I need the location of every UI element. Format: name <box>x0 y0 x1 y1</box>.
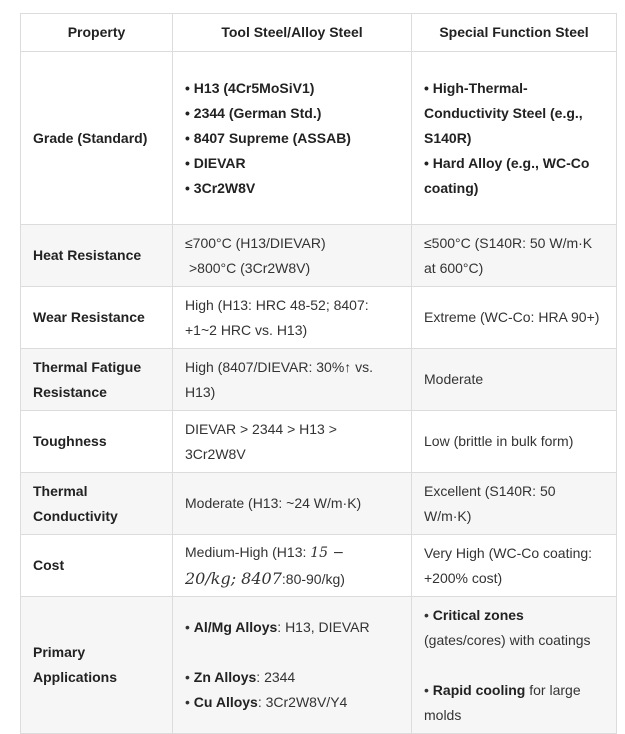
table-row <box>21 287 617 349</box>
list-item: • 2344 (German Std.) <box>185 104 322 121</box>
header-property: Property <box>21 14 173 52</box>
cell-toughness-special: Low (brittle in bulk form) <box>412 411 617 473</box>
cell-applications-special <box>412 597 617 734</box>
cell-conductivity-tool: Moderate (H13: ~24 W/m·K) <box>173 473 412 535</box>
list-item: • Al/Mg Alloys: H13, DIEVAR <box>185 619 370 635</box>
cost-math-2: 20/kg; 8407 <box>185 568 282 588</box>
list-item: • 8407 Supreme (ASSAB) <box>185 129 351 146</box>
row-label-heat: Heat Resistance <box>21 225 173 287</box>
list-item: • Rapid cooling for large molds <box>424 681 581 723</box>
list-item: • Cu Alloys: 3Cr2W8V/Y4 <box>185 694 348 710</box>
table-row <box>21 473 617 535</box>
header-special-steel: Special Function Steel <box>412 14 617 52</box>
heat-tool-line-2: >800°C (3Cr2W8V) <box>189 259 311 276</box>
heat-tool-line-1: ≤700°C (H13/DIEVAR) <box>185 234 326 251</box>
cell-fatigue-special: Moderate <box>412 349 617 411</box>
cost-math-1: 15 − <box>310 544 345 561</box>
row-label-applications: Primary Applications <box>21 597 173 734</box>
cost-suffix: :80-90/kg) <box>281 570 345 587</box>
cell-toughness-tool: DIEVAR > 2344 > H13 > 3Cr2W8V <box>173 411 412 473</box>
row-label-wear: Wear Resistance <box>21 287 173 349</box>
table-row <box>21 349 617 411</box>
row-label-toughness: Toughness <box>21 411 173 473</box>
table-row <box>21 52 617 225</box>
row-label-fatigue: Thermal Fatigue Resistance <box>21 349 173 411</box>
cell-wear-tool: High (H13: HRC 48-52; 8407: +1~2 HRC vs. H13) <box>173 287 412 349</box>
row-label-cost: Cost <box>21 535 173 597</box>
list-item: • Critical zones (gates/cores) with coatings <box>424 606 591 648</box>
list-item: • H13 (4Cr5MoSiV1) <box>185 79 315 96</box>
header-tool-steel: Tool Steel/Alloy Steel <box>173 14 412 52</box>
cell-fatigue-tool: High (8407/DIEVAR: 30%↑ vs. H13) <box>173 349 412 411</box>
cell-wear-special: Extreme (WC-Co: HRA 90+) <box>412 287 617 349</box>
row-label-conductivity: Thermal Conductivity <box>21 473 173 535</box>
table-row <box>21 535 617 597</box>
comparison-table <box>20 13 617 734</box>
list-item: • High-Thermal-Conductivity Steel (e.g., S140R) <box>424 79 583 146</box>
table-row <box>21 225 617 287</box>
cell-heat-special: ≤500°C (S140R: 50 W/m·K at 600°C) <box>412 225 617 287</box>
cell-cost-special: Very High (WC-Co coating: +200% cost) <box>412 535 617 597</box>
cell-heat-tool <box>173 225 412 287</box>
row-label-grade: Grade (Standard) <box>21 52 173 225</box>
cell-conductivity-special: Excellent (S140R: 50 W/m·K) <box>412 473 617 535</box>
header-row <box>21 14 617 52</box>
list-item: • DIEVAR <box>185 154 246 171</box>
list-item: • Zn Alloys: 2344 <box>185 669 296 685</box>
list-item: • Hard Alloy (e.g., WC-Co coating) <box>424 154 590 196</box>
cell-cost-tool <box>173 535 412 597</box>
cost-prefix: Medium-High (H13: <box>185 543 311 560</box>
cell-applications-tool <box>173 597 412 734</box>
cell-grade-special <box>412 52 617 225</box>
cell-grade-tool <box>173 52 412 225</box>
table-row <box>21 411 617 473</box>
list-item: • 3Cr2W8V <box>185 179 256 196</box>
table-row <box>21 597 617 734</box>
